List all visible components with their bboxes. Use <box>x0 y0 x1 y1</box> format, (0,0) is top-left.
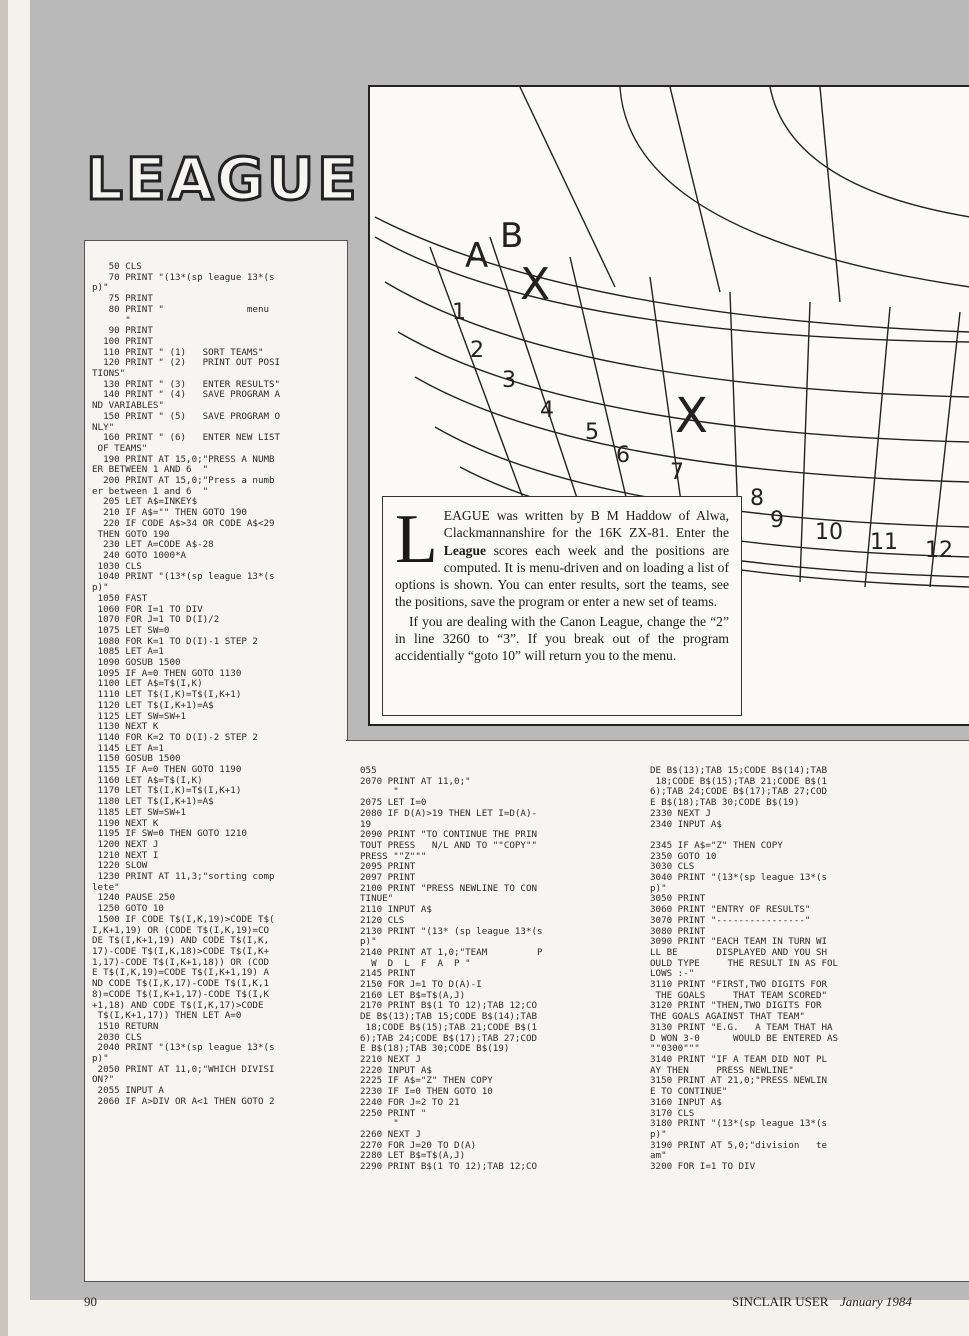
intro-paragraph-1 <box>395 501 729 611</box>
intro-dropcap: L <box>395 501 438 578</box>
illustration-letter-a: A <box>465 236 489 276</box>
intro-box <box>382 496 742 716</box>
row-number-9: 9 <box>770 508 784 533</box>
publication-name: SINCLAIR USER <box>732 1294 829 1309</box>
article-title: LEAGUE <box>86 145 360 213</box>
row-number-3: 3 <box>502 368 516 393</box>
page-binding <box>0 0 8 1336</box>
intro-p1-b: scores each week and the positions are computed. It is menu-driven and on loading a list of options is shown. You can enter results, sort the teams, see the positions, save the program or enter a new set of teams. <box>395 542 729 610</box>
illustration-letter-b: B <box>500 216 524 256</box>
row-number-7: 7 <box>670 460 684 485</box>
illustration-mark-x-1: X <box>520 259 551 310</box>
code-listing-column-1: 50 CLS 70 PRINT "(13*(sp league 13*(s p)" 75 PRINT 80 PRINT " menu " 90 PRINT 100 PRINT 110 PRINT " (1) SORT TEAMS" 120 PRINT " (2) PRINT OUT POSI TIONS" 130 PRINT " (3) ENTER RESULTS" 140 PRINT " (4) SAVE PROGRAM A ND VARIABLES" 150 PRINT " (5) SAVE PROGRAM O NLY" 160 PRINT " (6) ENTER NEW LIST OF TEAMS" 190 PRINT AT 15,0;"PRESS A NUMB ER BETWEEN 1 AND 6 " 200 PRINT AT 15,0;"Press a numb er between 1 and 6 " 205 LET A$=INKEY$ 210 IF A$="" THEN GOTO 190 220 IF CODE A$>34 OR CODE A$<29 THEN GOTO 190 230 LET A=CODE A$-28 240 GOTO 1000*A 1030 CLS 1040 PRINT "(13*(sp league 13*(s p)" 1050 FAST 1060 FOR I=1 TO DIV 1070 FOR J=1 TO D(I)/2 1075 LET SW=0 1080 FOR K=1 TO D(I)-1 STEP 2 1085 LET A=1 1090 GOSUB 1500 1095 IF A=0 THEN GOTO 1130 1100 LET A$=T$(I,K) 1110 LET T$(I,K)=T$(I,K+1) 1120 LET T$(I,K+1)=A$ 1125 LET SW=SW+1 1130 NEXT K 1140 FOR K=2 TO D(I)-2 STEP 2 1145 LET A=1 1150 GOSUB 1500 1155 IF A=0 THEN GOTO 1190 1160 LET A$=T$(I,K) 1170 LET T$(I,K)=T$(I,K+1) 1180 LET T$(I,K+1)=A$ 1185 LET SW=SW+1 1190 NEXT K 1195 IF SW=0 THEN GOTO 1210 1200 NEXT J 1210 NEXT I 1220 SLOW 1230 PRINT AT 11,3;"sorting comp lete" 1240 PAUSE 250 1250 GOTO 10 1500 IF CODE T$(I,K,19)>CODE T$( I,K+1,19) OR (CODE T$(I,K,19)=CO DE T$(I,K+1,19) AND CODE T$(I,K, 17)-CODE T$(I,K,18)>CODE T$(I,K+ 1,17)-CODE T$(I,K+1,18)) OR (COD E T$(I,K,19)=CODE T$(I,K+1,19) A ND CODE T$(I,K,17)-CODE T$(I,K,1 8)=CODE T$(I,K+1,17)-CODE T$(I,K +1,18) AND CODE T$(I,K,17)>CODE T$(I,K+1,17)) THEN LET A=0 1510 RETURN 2030 CLS 2040 PRINT "(13*(sp league 13*(s p)" 2050 PRINT AT 11,0;"WHICH DIVISI ON?" 2055 INPUT A 2060 IF A>DIV OR A<1 THEN GOTO 2 <box>92 261 281 1107</box>
row-number-6: 6 <box>616 443 630 468</box>
intro-p1-a: EAGUE was written by B M Haddow of Alwa, Clackmannanshire for the 16K ZX-81. Enter the <box>443 508 729 541</box>
row-number-12: 12 <box>925 538 953 563</box>
page-number: 90 <box>84 1294 97 1309</box>
row-number-8: 8 <box>750 486 764 511</box>
row-number-10: 10 <box>815 520 843 545</box>
code-listing-column-3: DE B$(13);TAB 15;CODE B$(14);TAB 18;CODE B$(15);TAB 21;CODE B$(1 6);TAB 24;CODE B$(17);TAB 27;COD E B$(18);TAB 30;CODE B$(19) 2330 NEXT J 2340 INPUT A$ 2345 IF A$="Z" THEN COPY 2350 GOTO 10 3030 CLS 3040 PRINT "(13*(sp league 13*(s p)" 3050 PRINT 3060 PRINT "ENTRY OF RESULTS" 3070 PRINT "----------------" 3080 PRINT 3090 PRINT "EACH TEAM IN TURN WI LL BE DISPLAYED AND YOU SH OULD TYPE THE RESULT IN AS FOL LOWS :-" 3110 PRINT "FIRST,TWO DIGITS FOR THE GOALS THAT TEAM SCORED" 3120 PRINT "THEN,TWO DIGITS FOR THE GOALS AGAINST THAT TEAM" 3130 PRINT "E.G. A TEAM THAT HA D WON 3-0 WOULD BE ENTERED AS ""0300""" 3140 PRINT "IF A TEAM DID NOT PL AY THEN PRESS NEWLINE" 3150 PRINT AT 21,0;"PRESS NEWLIN E TO CONTINUE" 3160 INPUT A$ 3170 CLS 3180 PRINT "(13*(sp league 13*(s p)" 3190 PRINT AT 5,0;"division te am" 3200 FOR I=1 TO DIV <box>650 765 839 1173</box>
row-number-1: 1 <box>452 300 466 325</box>
code-listing-column-2: 055 2070 PRINT AT 11,0;" " 2075 LET I=0 2080 IF D(A)>19 THEN LET I=D(A)- 19 2090 PRINT "TO CONTINUE THE PRIN TOUT PRESS N/L AND TO ""COPY"" PRESS ""Z""" 2095 PRINT 2097 PRINT 2100 PRINT "PRESS NEWLINE TO CON TINUE" 2110 INPUT A$ 2120 CLS 2130 PRINT "(13* (sp league 13*(s p)" 2140 PRINT AT 1,0;"TEAM P W D L F A P " 2145 PRINT 2150 FOR J=1 TO D(A)-I 2160 LET B$=T$(A,J) 2170 PRINT B$(1 TO 12);TAB 12;CO DE B$(13);TAB 15;CODE B$(14);TAB 18;CODE B$(15);TAB 21;CODE B$(1 6);TAB 24;CODE B$(17);TAB 27;COD E B$(18);TAB 30;CODE B$(19) 2210 NEXT J 2220 INPUT A$ 2225 IF A$="Z" THEN COPY 2230 IF I=0 THEN GOTO 10 2240 FOR J=2 TO 21 2250 PRINT " " 2260 NEXT J 2270 FOR J=20 TO D(A) 2280 LET B$=T$(A,J) 2290 PRINT B$(1 TO 12);TAB 12;CO <box>360 765 543 1173</box>
row-number-4: 4 <box>540 398 554 423</box>
intro-p1-bold: League <box>443 542 487 558</box>
issue-date: January 1984 <box>840 1294 912 1309</box>
intro-paragraph-2: If you are dealing with the Canon League, change the “2” in line 3260 to “3”. If you break out of the program accidentially “goto 10” will return you to the menu. <box>395 613 729 664</box>
illustration-mark-x-2: X <box>675 388 708 444</box>
row-number-2: 2 <box>470 338 484 363</box>
row-number-5: 5 <box>585 420 599 445</box>
row-number-11: 11 <box>870 530 898 555</box>
